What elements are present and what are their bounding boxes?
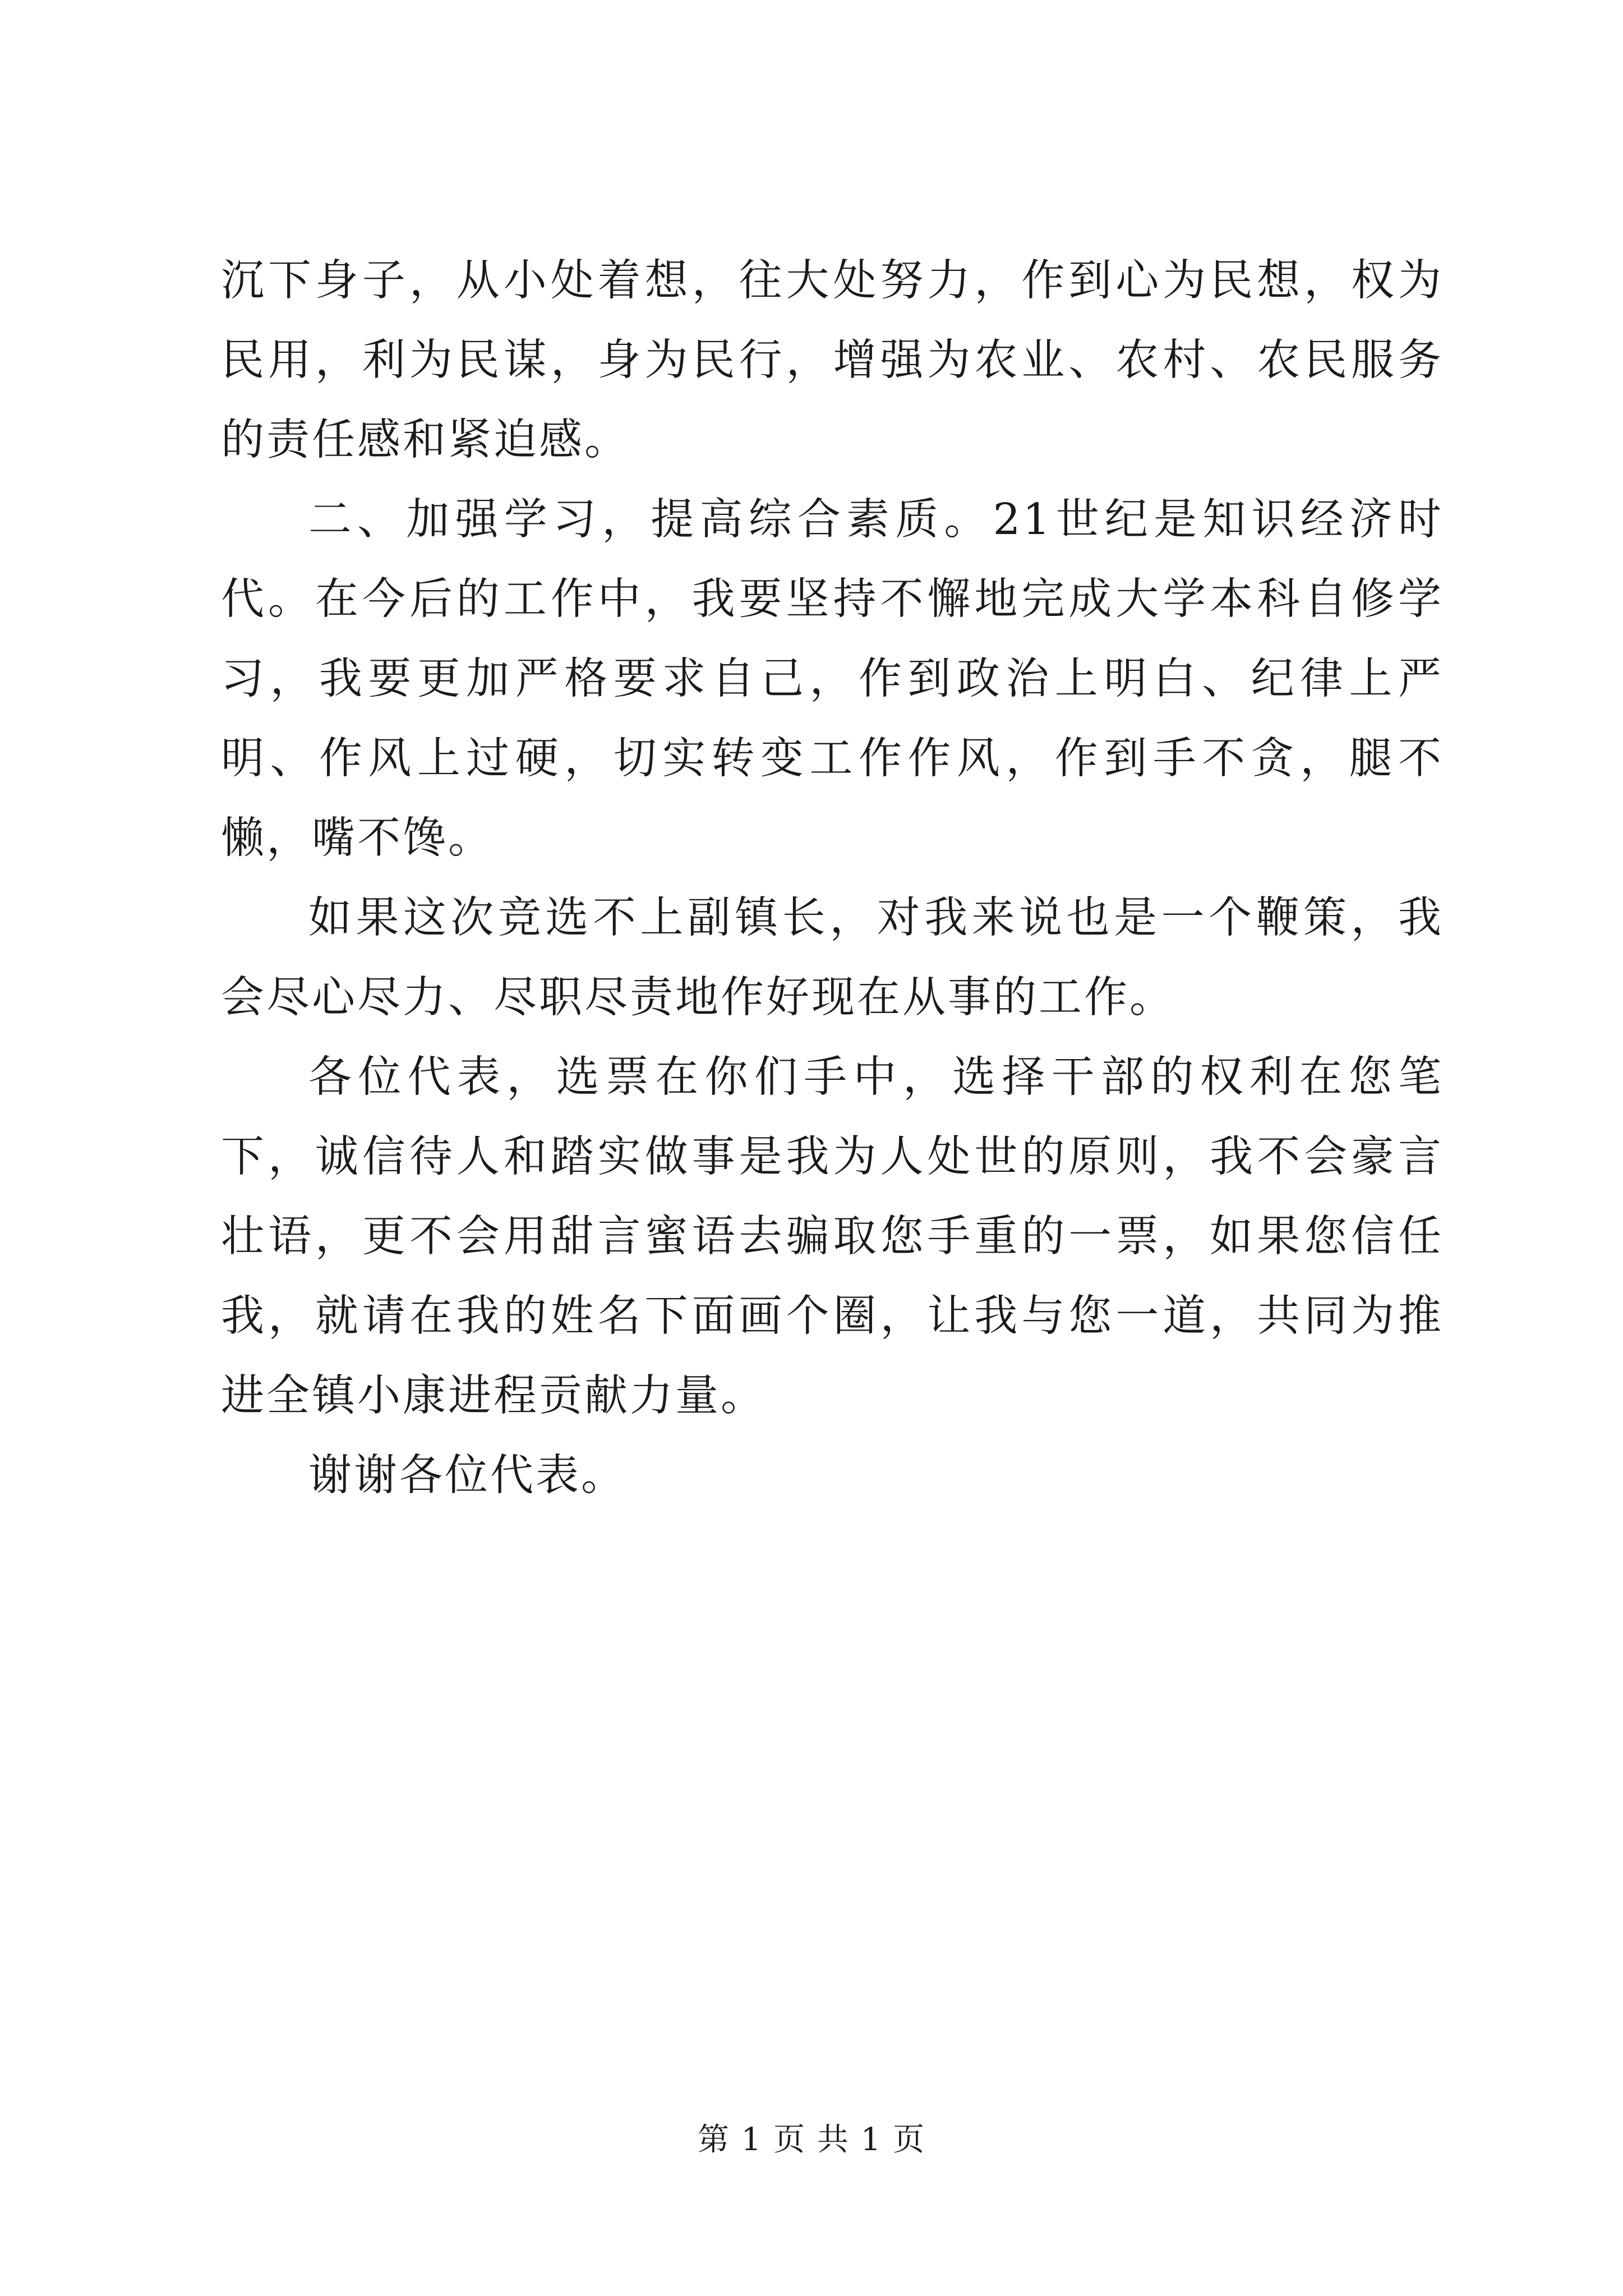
paragraph-3: 如果这次竞选不上副镇长，对我来说也是一个鞭策，我会尽心尽力、尽职尽责地作好现在从事的工作。 (221, 893, 1444, 1023)
paragraph-2: 二、加强学习，提高综合素质。21世纪是知识经济时代。在今后的工作中，我要坚持不懈地完成大学本科自修学习，我要更加严格要求自己，作到政治上明白、纪律上严明、作风上过硬，切实转变工作作风，作到手不贪，腿不懒，嘴不馋。 (221, 495, 1444, 863)
paragraph-4: 各位代表，选票在你们手中，选择干部的权利在您笔下，诚信待人和踏实做事是我为人处世的原则，我不会豪言壮语，更不会用甜言蜜语去骗取您手重的一票，如果您信任我，就请在我的姓名下面画个圈，让我与您一道，共同为推进全镇小康进程贡献力量。 (221, 1052, 1444, 1421)
paragraph-1: 沉下身子，从小处着想，往大处努力，作到心为民想，权为民用，利为民谋，身为民行，增强为农业、农村、农民服务的责任感和紧迫感。 (221, 256, 1444, 465)
page-number-label: 第 1 页 共 1 页 (697, 2122, 926, 2158)
page-footer (0, 2118, 1623, 2162)
paragraph-5: 谢谢各位代表。 (308, 1451, 626, 1501)
document-body (221, 241, 1444, 1516)
